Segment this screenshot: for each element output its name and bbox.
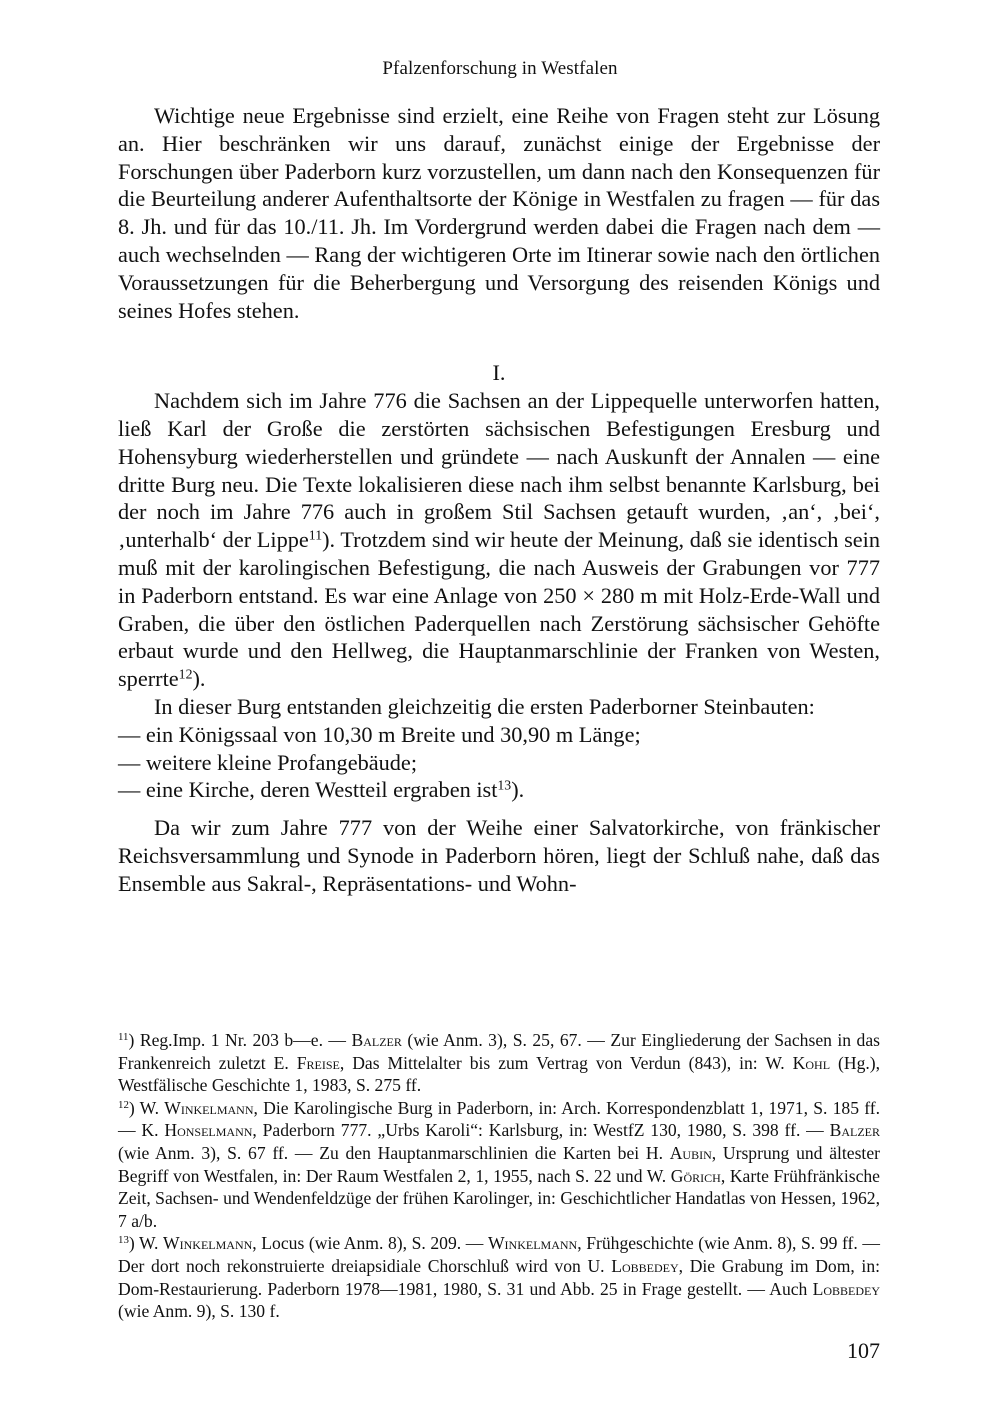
footnote-text: ) W.: [128, 1097, 165, 1118]
footnote-ref-13: 13: [497, 777, 512, 793]
footnote-mark: 12: [118, 1098, 129, 1111]
author-name: Aubin: [669, 1142, 712, 1163]
footnote-12: [118, 1097, 880, 1233]
footnote-text: , Locus (wie Anm. 8), S. 209. —: [252, 1233, 488, 1254]
footnote-mark: 11: [118, 1031, 129, 1043]
paragraph-karlsburg: [118, 387, 880, 693]
author-name: Kohl: [792, 1052, 831, 1073]
list-item-text: — eine Kirche, deren Westteil ergraben ist: [118, 777, 498, 803]
footnotes: [118, 1029, 880, 1323]
paragraph-karlsburg-end: ).: [192, 666, 206, 692]
footnote-ref-11: 11: [308, 527, 323, 543]
footnote-text: , Frühgeschichte (wie Anm. 8), S. 99 ff. — Der dort noch rekonstruierte dreiapsidiale Chorschluß wird von U.: [118, 1233, 880, 1276]
footnote-text: , Das Mittelalter bis zum Vertrag von Verdun (843), in: W.: [339, 1052, 793, 1073]
author-name: Winkelmann: [163, 1233, 253, 1254]
footnote-13: [118, 1232, 880, 1322]
footnote-text: (wie Anm. 3), S. 25, 67. — Zur Eingliederung der Sachsen in das Frankenreich zuletzt E.: [118, 1030, 880, 1073]
author-name: Lobbedey: [812, 1278, 880, 1299]
footnote-text: , Karte Frühfränkische Zeit, Sachsen- und Wendenfeldzüge der frühen Karolinger, in: Geschichtlicher Handatlas von Hessen, 1962, 7 a/b.: [118, 1165, 880, 1231]
author-name: Görich: [670, 1165, 721, 1186]
section-numeral: I.: [492, 360, 506, 386]
footnote-text: , Paderborn 777. „Urbs Karoli“: Karlsburg, in: WestfZ 130, 1980, S. 398 ff. —: [252, 1120, 830, 1141]
list-item-end: ).: [511, 777, 525, 803]
footnote-ref-12: 12: [178, 666, 193, 682]
author-name: Lobbedey: [611, 1255, 679, 1276]
list-item: — weitere kleine Profangebäude;: [118, 749, 418, 775]
footnote-text: ) W.: [128, 1233, 164, 1254]
running-title: Pfalzenforschung in Westfalen: [382, 58, 618, 79]
author-name: Winkelmann: [487, 1233, 578, 1254]
author-name: Freise: [296, 1052, 340, 1073]
author-name: Balzer: [829, 1120, 880, 1141]
paragraph-salvatorkirche: Da wir zum Jahre 777 von der Weihe einer Salvatorkirche, von fränkischer Reichsversammlung und Synode in Paderborn hören, liegt der Schluß nahe, daß das Ensemble aus Sakral-, Repräsentations- und Wohn-: [118, 815, 880, 896]
author-name: Honselmann: [164, 1120, 253, 1141]
footnote-text: , Die Karolingische Burg in Paderborn, in: Arch. Korrespondenzblatt 1, 1971, S. 185 ff. — K.: [118, 1097, 880, 1141]
paragraph-steinbauten: In dieser Burg entstanden gleichzeitig die ersten Paderborner Steinbauten:: [154, 693, 815, 719]
footnote-text: , Die Grabung im Dom, in: Dom-Restaurierung. Paderborn 1978—1981, 1980, S. 31 und Abb. 25 in Frage gestellt. — Auch: [118, 1255, 881, 1299]
footnote-text: ) Reg.Imp. 1 Nr. 203 b—e. —: [128, 1030, 352, 1050]
footnote-text: (wie Anm. 9), S. 130 f.: [118, 1301, 280, 1322]
paragraph-karlsburg-text: Nachdem sich im Jahre 776 die Sachsen an der Lippequelle unterworfen hatten, ließ Karl der Große die zerstörten sächsischen Befestigungen Eresburg und Hohensyburg wiederherstellen und gründete — nach Auskunft der Annalen — eine dritte Burg neu. Die Texte lokalisieren diese nach ihm selbst benannte Karlsburg, bei der noch im Jahre 776 auch in großem Stil Sachsen getauft wurden, ‚an‘, ‚bei‘, ‚unterhalb‘ der Lippe: [118, 388, 880, 553]
footnote-text: , Ursprung und ältester Begriff von Westfalen, in: Der Raum Westfalen 2, 1, 1955, nach S. 22 und W.: [118, 1142, 880, 1186]
building-list: [118, 721, 880, 804]
footnote-text: (Hg.), Westfälische Geschichte 1, 1983, S. 275 ff.: [118, 1052, 881, 1096]
main-text: [118, 102, 880, 898]
list-item: — ein Königssaal von 10,30 m Breite und 30,90 m Länge;: [118, 721, 641, 747]
footnote-text: (wie Anm. 3), S. 67 ff. — Zu den Hauptanmarschlinien die Karten bei H.: [118, 1142, 670, 1163]
footnote-mark: 13: [118, 1234, 129, 1247]
list-item: [118, 776, 880, 804]
author-name: Balzer: [351, 1030, 402, 1050]
intro-paragraph: Wichtige neue Ergebnisse sind erzielt, eine Reihe von Fragen steht zur Lösung an. Hier beschränken wir uns darauf, zunächst einige der Ergebnisse der Forschungen über Paderborn kurz vorzustellen, um dann nach den Konsequenzen für die Beurteilung anderer Aufenthaltsorte der Könige in Westfalen zu fragen — für das 8. Jh. und für das 10./11. Jh. Im Vordergrund werden dabei die Fragen nach dem — auch wechselnden — Rang der wichtigeren Orte im Itinerar sowie nach den örtlichen Voraussetzungen für die Beherbergung und Versorgung des reisenden Königs und seines Hofes stehen.: [118, 103, 880, 323]
paragraph-karlsburg-mid: ). Trotzdem sind wir heute der Meinung, daß sie identisch sein muß mit der karolingischen Befestigung, die nach Ausweis der Grabungen vor 777 in Paderborn entstand. Es war eine Anlage von 250 × 280 m mit Holz-Erde-Wall und Graben, die über den östlichen Paderquellen nach Zerstörung sächsischer Gehöfte erbaut wurde und den Hellweg, die Hauptanmarschlinie der Franken von Westen, sperrte: [118, 527, 880, 692]
author-name: Winkelmann: [164, 1097, 254, 1118]
footnote-11: [118, 1029, 880, 1097]
page-number: 107: [847, 1338, 880, 1363]
